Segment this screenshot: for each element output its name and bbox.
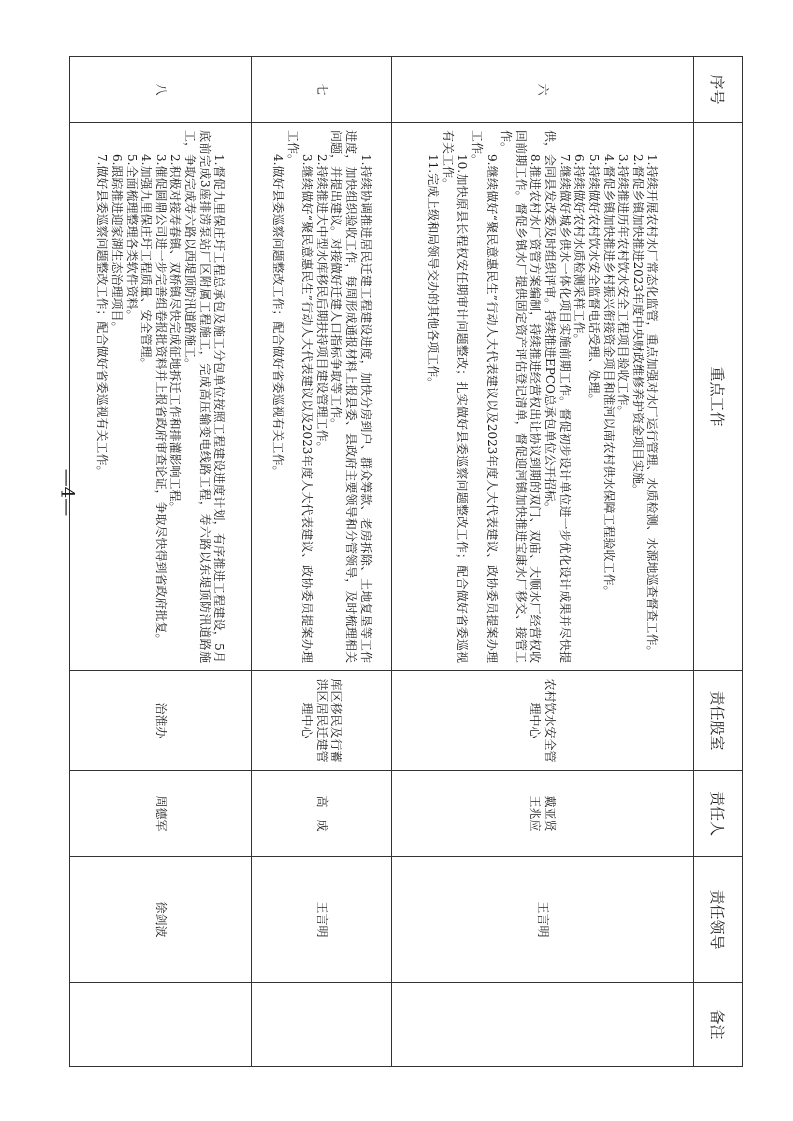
work-item: 8.推进农村水厂资管方案编制，持续推进经营权出让协议到期的双门、双庙、大顺水厂经营权收回前期工作。督促乡镇水厂提供固定资产评估登记清单，督促迎河镇加快推进宝康水厂移交、接管工作。 <box>499 130 543 663</box>
work-item: 1.持续开展农村水厂常态化监管，重点加强对水厂运行管理、水质检测、水源地巡查督查工作。 <box>645 154 660 658</box>
work-item: 1.持续协调推进居民迁建工程建设进度，加快分房到户、群众筹款、老房拆除、土地复垦等工作进度，加快组织验收工作，每周形成通报材料上报县委、县政府主要领导和分管领导，及时梳理相关问题，并提出建议。对接做好迁建人口指标争取等工作。 <box>329 130 373 663</box>
header-remark: 备注 <box>694 983 743 1067</box>
row-work-cell <box>392 123 694 671</box>
work-item: 10.加快原县长程权安任期审计问题整改；扎实做好县委巡察问题整改工作；配合做好省委巡视有关工作。 <box>440 130 470 663</box>
work-item: 5.全面梳理整理各类软件资料。 <box>124 154 139 322</box>
row-dept: 农村饮水安全管理中心 <box>392 671 694 771</box>
work-item: 4.加强九里保庄圩工程质量、安全管理。 <box>139 154 154 370</box>
page-number: —4— <box>56 468 78 517</box>
work-item: 7.继续做好城乡供水一体化项目实施前期工作。督促初步设计单位进一步优化设计成果并尽快提供，会同县发改委及时组织评审。持续推进EPCO总承包单位公开招标。 <box>543 130 572 663</box>
work-item: 4.做好县委巡察问题整改工作；配合做好省委巡视有关工作。 <box>270 154 285 478</box>
header-seq: 序号 <box>694 57 743 123</box>
person-name: 戴亚贤 <box>543 795 558 832</box>
table-row-eight <box>70 57 252 1067</box>
work-item: 11.完成上级和局领导交办的其他各项工作。 <box>426 154 441 390</box>
table-row-seven <box>252 57 392 1067</box>
work-item: 1.督促九里保庄圩工程总承包及施工分包单位按照工程建设进度计划，有序推进工程建设，5月底前完成3座排涝泵站厂区附属工程施工，完成高压输变电线路工程，寿六路以东堤顶防汛道路施工，争取完成寿六路以西堤顶防汛道路施工。 <box>183 130 227 663</box>
person-name: 王兆应 <box>528 795 543 832</box>
work-item: 3.催促圆鼎公司进一步完善组卷报批资料并上报省政府审查论证，争取尽快得到省政府批复。 <box>153 154 168 646</box>
work-item: 5.持续做好农村饮水安全监督电话受理、处理。 <box>587 154 601 406</box>
row-work-cell <box>252 123 392 671</box>
row-leader: 王言明 <box>252 857 392 983</box>
work-item: 2.积极对接寿春镇、双桥镇尽快完成征地拆迁工作和排灌影响工程。 <box>168 154 183 514</box>
table-row-six <box>392 57 694 1067</box>
row-seq: 八 <box>70 57 252 123</box>
work-item: 4.督促乡镇加快推进乡村振兴衔接资金项目和淮河以南农村供水保障工程验收工作。 <box>601 154 616 598</box>
row-dept: 治淮办 <box>70 671 252 771</box>
row-leader: 王言明 <box>392 857 694 983</box>
work-item: 9.继续做好“聚民意惠民生”行动人大代表建议以及2023年度人大代表建议、政协委员提案办理工作。 <box>470 130 499 663</box>
work-item: 7.做好县委巡察问题整改工作；配合做好省委巡视有关工作。 <box>95 154 110 478</box>
key-work-table <box>69 56 743 1067</box>
row-remark <box>392 983 694 1067</box>
header-person: 责任人 <box>694 771 743 857</box>
person-name: 周德军 <box>153 795 168 832</box>
row-person <box>392 771 694 857</box>
header-dept: 责任股室 <box>694 671 743 771</box>
row-remark <box>252 983 392 1067</box>
work-item: 3.继续做好“聚民意惠民生”行动人大代表建议以及2023年度人大代表建议、政协委员提案办理工作。 <box>285 130 315 663</box>
work-item: 6.跟踪推进迎家湖生态治理项目。 <box>109 154 124 334</box>
rotated-page-content <box>73 56 743 1066</box>
person-name: 高 成 <box>314 795 329 832</box>
header-work: 重点工作 <box>694 123 743 671</box>
work-item: 2.督促乡镇加快推进2023年度中央财政维修养护资金项目实施。 <box>630 154 645 496</box>
row-dept: 库区移民及行蓄洪区居民迁建管理中心 <box>252 671 392 771</box>
work-item: 6.持续做好农村水质检测采样工作。 <box>572 154 587 346</box>
row-person <box>70 771 252 857</box>
work-item: 2.持续推进大中型水库移民后期扶持项目建设管理工作。 <box>314 154 329 454</box>
row-work-cell <box>70 123 252 671</box>
work-item: 3.持续推进历年农村饮水安全工程项目验收工作。 <box>616 154 631 418</box>
row-leader: 徐剑波 <box>70 857 252 983</box>
row-remark <box>70 983 252 1067</box>
row-seq: 六 <box>392 57 694 123</box>
table-header-row <box>694 57 743 1067</box>
row-person <box>252 771 392 857</box>
row-seq: 七 <box>252 57 392 123</box>
header-leader: 责任领导 <box>694 857 743 983</box>
